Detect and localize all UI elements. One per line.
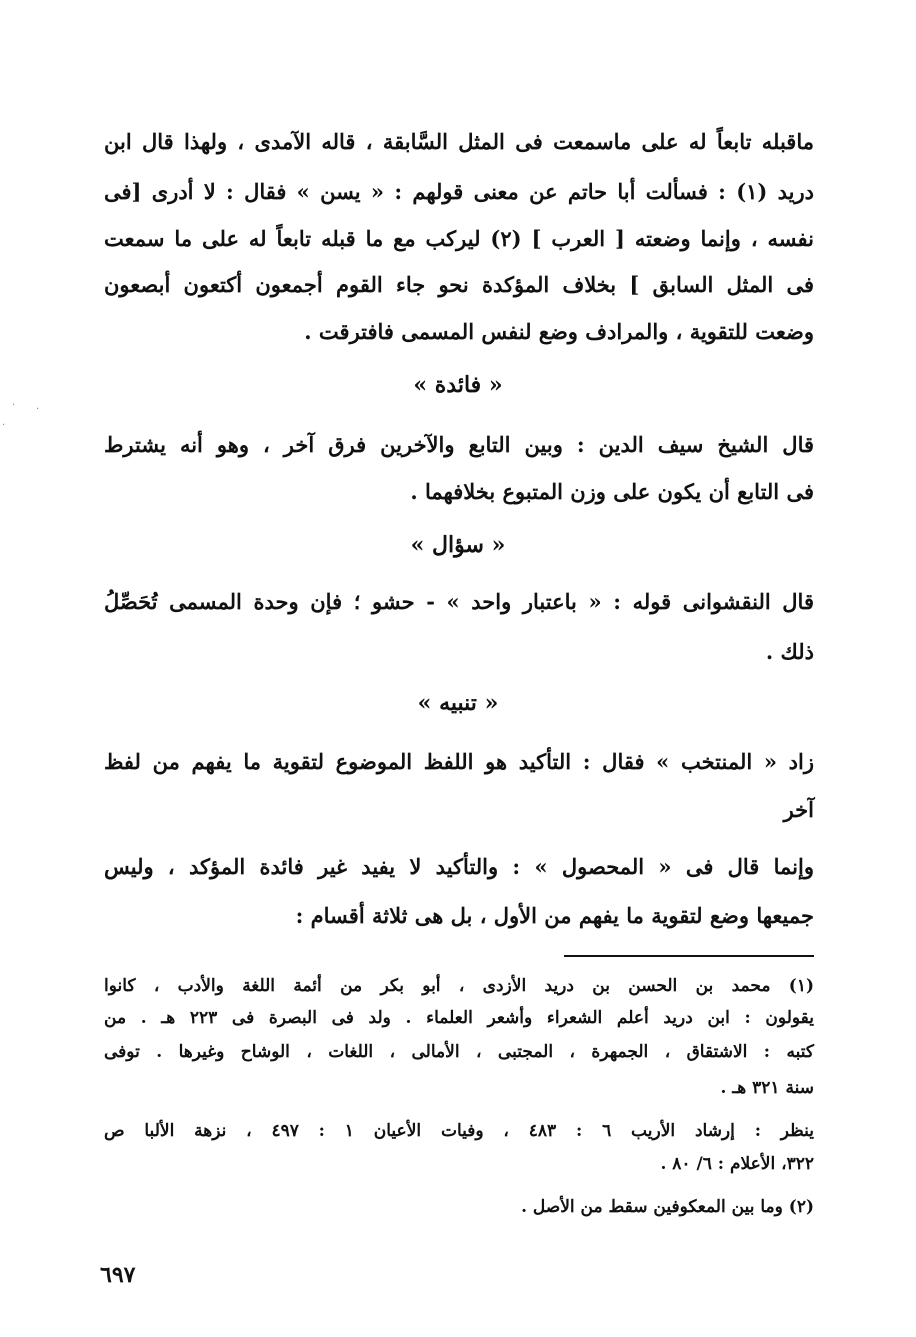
body-line: فى التابع أن يكون على وزن المتبوع بخلافهما . <box>410 479 814 504</box>
body-line: فى المثل السابق ] بخلاف المؤكدة نحو جاء القوم أجمعون أكتعون أبصعون <box>104 272 814 297</box>
page-number: ٦٩٧ <box>100 1262 136 1288</box>
body-line: ذلك . <box>765 639 814 664</box>
body-line: ماقبله تابعاً له على ماسمعت فى المثل السَّابقة ، قاله الآمدى ، ولهذا قال ابن <box>104 129 814 154</box>
footnote-line: يقولون : ابن دريد أعلم الشعراء وأشعر العلماء . ولد فى البصرة فى ٢٢٣ هـ . من <box>104 1008 814 1028</box>
body-line: دريد (١) : فسألت أبا حاتم عن معنى قولهم : « يسن » فقال : لا أدرى [فى <box>104 179 814 204</box>
footnote-separator <box>564 955 814 957</box>
body-line: جميعها وضع لتقوية ما يفهم من الأول ، بل هى ثلاثة أقسام : <box>295 903 814 928</box>
footnote-line: (١) محمد بن الحسن بن دريد الأزدى ، أبو بكر من أئمة اللغة والأدب ، كانوا <box>104 976 814 996</box>
footnote-line: كتبه : الاشتقاق ، الجمهرة ، المجتبى ، الأمالى ، اللغات ، الوشاح وغيرها . توفى <box>104 1042 814 1062</box>
scan-speck: · <box>36 404 40 415</box>
body-line: نفسه ، وإنما وضعته [ العرب ] (٢) ليركب مع ما قبله تابعاً له على ما سمعت <box>104 226 814 251</box>
footnote-reference-line: ينظر : إرشاد الأريب ٦ : ٤٨٣ ، وفيات الأعيان ١ : ٤٩٧ ، نزهة الألبا ص <box>104 1121 814 1141</box>
body-line: قال الشيخ سيف الدين : وبين التابع والآخرين فرق آخر ، وهو أنه يشترط <box>104 432 814 457</box>
scan-speck: · <box>12 400 16 411</box>
footnote-line: سنة ٣٢١ هـ . <box>720 1078 814 1098</box>
footnote-reference-line: ٣٢٢، الأعلام : ٦/ ٨٠ . <box>660 1154 814 1174</box>
body-line: زاد « المنتخب » فقال : التأكيد هو اللفظ الموضوع لتقوية ما يفهم من لفظ <box>104 749 814 774</box>
section-heading-question: « سؤال » <box>410 532 506 558</box>
body-line: وإنما قال فى « المحصول » : والتأكيد لا يفيد غير فائدة المؤكد ، وليس <box>104 854 814 879</box>
section-heading-note: « تنبيه » <box>417 690 499 716</box>
body-line: قال النقشوانى قوله : « باعتبار واحد » - حشو ؛ فإن وحدة المسمى تُحَصِّلُ <box>104 589 814 614</box>
scan-speck: · <box>2 420 6 431</box>
footnote-line: (٢) وما بين المعكوفين سقط من الأصل . <box>521 1197 814 1217</box>
section-heading-faida: « فائدة » <box>413 372 503 398</box>
body-line: آخر <box>783 797 814 822</box>
body-line: وضعت للتقوية ، والمرادف وضع لنفس المسمى فافترقت . <box>304 319 814 344</box>
